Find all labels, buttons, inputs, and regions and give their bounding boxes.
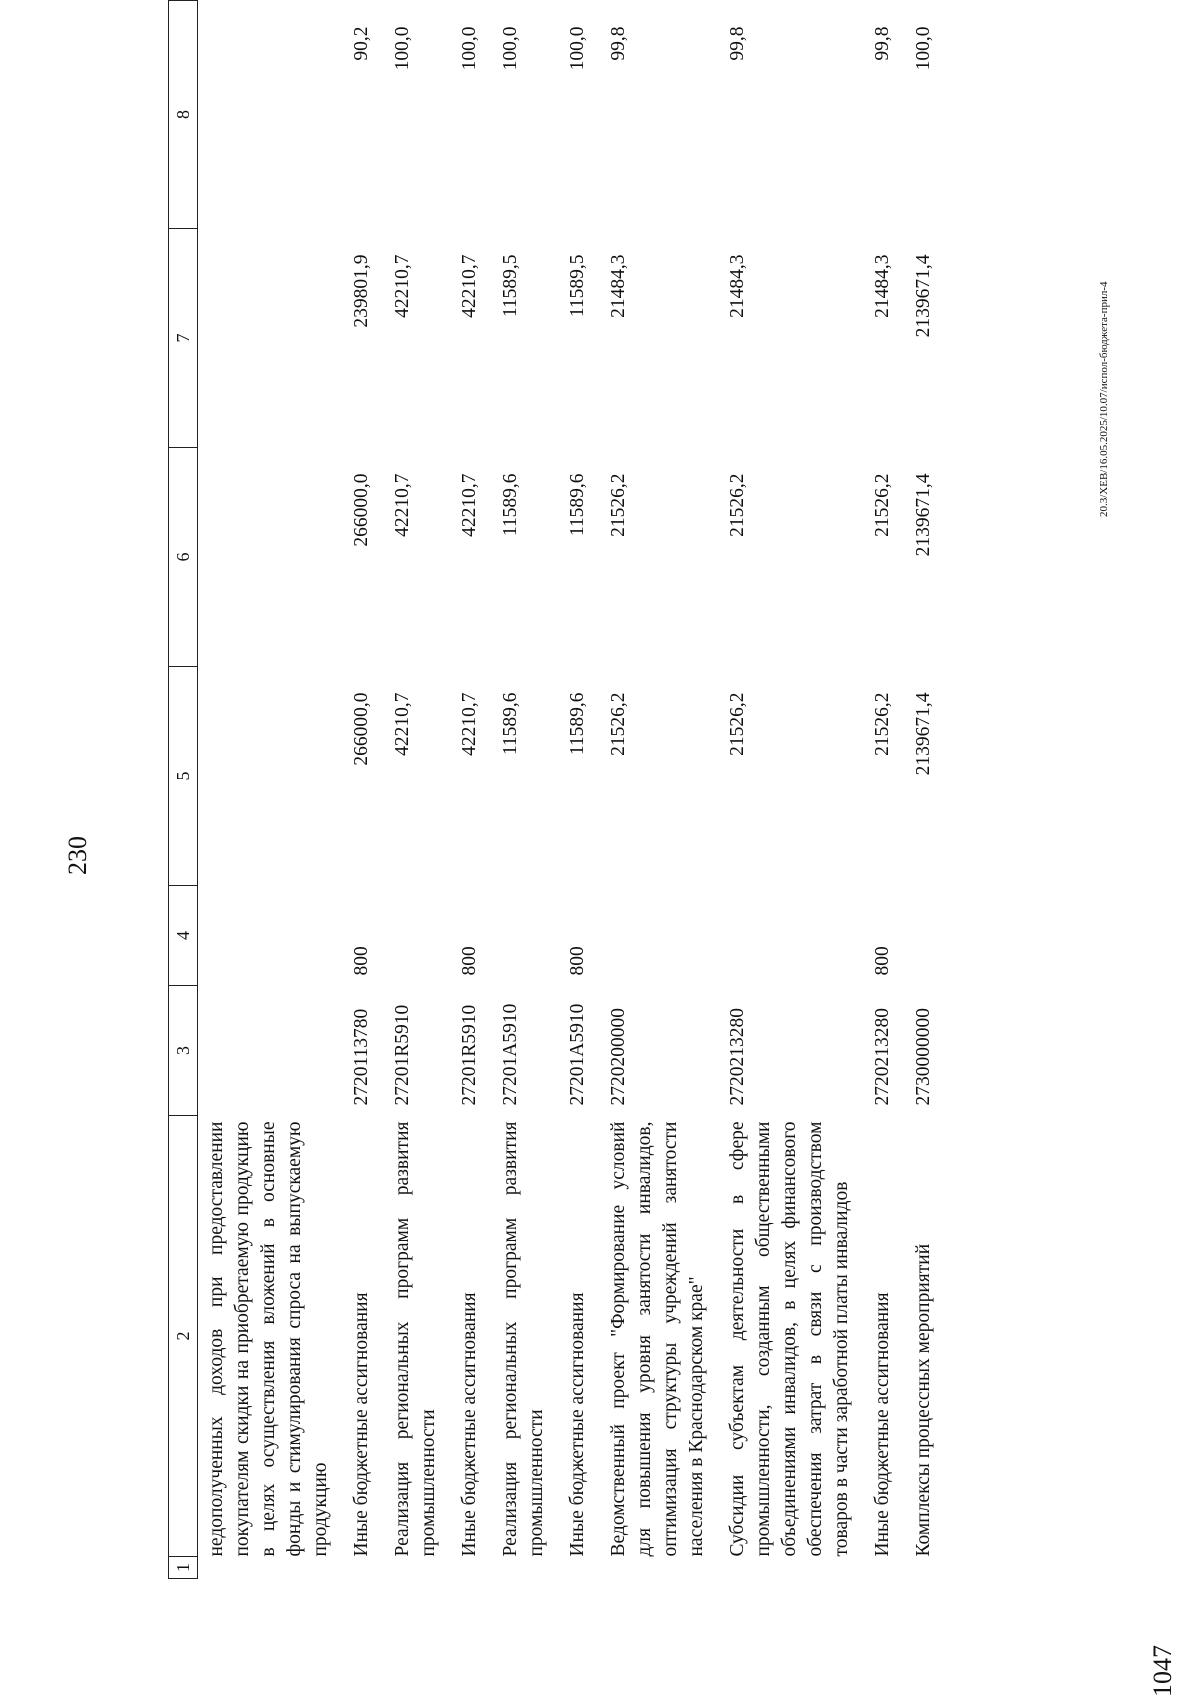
column-header: 8 <box>169 1 198 229</box>
value-col7: 42210,7 <box>392 254 413 318</box>
row-number <box>905 1557 946 1579</box>
value-col8 <box>198 1 344 229</box>
page-number: 230 <box>63 836 92 875</box>
column-header: 2 <box>169 1116 198 1557</box>
value-col5: 2139671,4 <box>913 692 934 776</box>
row-name: Комплексы процессных мероприятий <box>913 1243 934 1557</box>
row-number <box>343 1557 384 1579</box>
value-col7 <box>198 229 344 448</box>
value-col8: 99,8 <box>727 26 748 61</box>
value-col7: 21484,3 <box>727 254 748 318</box>
value-col6: 21526,2 <box>872 473 893 537</box>
footer-code: 20.3/ХЕВ/16.05.2025/10.07/испол-бюджета-прил-4 <box>1098 281 1110 517</box>
table-row <box>600 1 719 1579</box>
value-col5: 11589,6 <box>500 692 521 756</box>
value-col7: 11589,5 <box>567 254 588 318</box>
column-header: 6 <box>169 448 198 667</box>
row-number <box>559 1557 600 1579</box>
value-col5: 42210,7 <box>392 692 413 756</box>
value-col5: 42210,7 <box>459 692 480 756</box>
value-col5: 21526,2 <box>872 692 893 756</box>
column-header: 7 <box>169 229 198 448</box>
print-page-number: 1047 <box>1148 1645 1177 1697</box>
table-row <box>559 1 600 1579</box>
value-col7: 21484,3 <box>608 254 629 318</box>
value-col6: 11589,6 <box>567 473 588 537</box>
column-header: 1 <box>169 1557 198 1579</box>
column-header: 3 <box>169 986 198 1116</box>
row-name: Иные бюджетные ассигнования <box>459 1292 480 1557</box>
value-col5: 21526,2 <box>727 692 748 756</box>
value-col8: 100,0 <box>913 26 934 71</box>
expense-type <box>719 886 864 986</box>
row-number <box>864 1557 905 1579</box>
row-number <box>451 1557 492 1579</box>
row-name: Иные бюджетные ассигнования <box>351 1292 372 1557</box>
expense-type: 800 <box>459 946 480 976</box>
expense-type <box>905 886 946 986</box>
table-row <box>864 1 905 1579</box>
table-row <box>905 1 946 1579</box>
value-col6: 42210,7 <box>392 473 413 537</box>
value-col6: 266000,0 <box>351 473 372 547</box>
column-number-row <box>169 1 198 1579</box>
column-header: 5 <box>169 667 198 886</box>
expense-type <box>384 886 451 986</box>
value-col7: 11589,5 <box>500 254 521 318</box>
expense-type <box>198 886 344 986</box>
target-code: 27201A5910 <box>567 1003 588 1106</box>
target-code: 2720213280 <box>727 1008 748 1106</box>
value-col6 <box>198 448 344 667</box>
value-col5: 21526,2 <box>608 692 629 756</box>
row-name: Реализация региональных программ развития промышленности <box>392 1121 439 1557</box>
target-code: 27201R5910 <box>392 1004 413 1106</box>
value-col7: 2139671,4 <box>913 254 934 338</box>
table-row <box>451 1 492 1579</box>
value-col5 <box>198 667 344 886</box>
value-col5: 266000,0 <box>351 692 372 766</box>
value-col8: 99,8 <box>608 26 629 61</box>
value-col6: 42210,7 <box>459 473 480 537</box>
value-col5: 11589,6 <box>567 692 588 756</box>
expense-type <box>600 886 719 986</box>
target-code: 27201R5910 <box>459 1004 480 1106</box>
target-code <box>198 986 344 1116</box>
row-number <box>384 1557 451 1579</box>
row-number <box>719 1557 864 1579</box>
value-col6: 21526,2 <box>608 473 629 537</box>
row-number <box>600 1557 719 1579</box>
table-row <box>343 1 384 1579</box>
table-row <box>198 1 344 1579</box>
table-row <box>384 1 451 1579</box>
value-col8: 99,8 <box>872 26 893 61</box>
value-col6: 2139671,4 <box>913 473 934 557</box>
row-number <box>492 1557 559 1579</box>
row-name: Субсидии субъектам деятельности в сфере промышленности, созданным общественными объединениями инвалидов, в целях финансового обеспечения затрат в связи с производством товаров в части заработной платы инвалидов <box>727 1121 852 1557</box>
row-name: Реализация региональных программ развития промышленности <box>500 1121 547 1557</box>
target-code: 27201A5910 <box>500 1003 521 1106</box>
value-col8: 100,0 <box>500 26 521 71</box>
value-col7: 42210,7 <box>459 254 480 318</box>
target-code: 2720213280 <box>872 1008 893 1106</box>
value-col7: 21484,3 <box>872 254 893 318</box>
row-name: Иные бюджетные ассигнования <box>872 1292 893 1557</box>
value-col8: 100,0 <box>567 26 588 71</box>
target-code: 2730000000 <box>913 1008 934 1106</box>
table-row <box>719 1 864 1579</box>
value-col8: 100,0 <box>459 26 480 71</box>
value-col8: 90,2 <box>351 26 372 61</box>
expense-type: 800 <box>567 946 588 976</box>
value-col7: 239801,9 <box>351 254 372 328</box>
value-col6: 11589,6 <box>500 473 521 537</box>
row-name: Ведомственный проект "Формирование условий для повышения уровня занятости инвалидов, оптимизация структуры учреждений занятости населения в Краснодарском крае" <box>608 1121 707 1557</box>
expense-type: 800 <box>872 946 893 976</box>
value-col8: 100,0 <box>392 26 413 71</box>
table-row <box>492 1 559 1579</box>
row-name: Иные бюджетные ассигнования <box>567 1292 588 1557</box>
expense-type: 800 <box>351 946 372 976</box>
column-header: 4 <box>169 886 198 986</box>
expense-type <box>492 886 559 986</box>
budget-table <box>168 0 946 1579</box>
value-col6: 21526,2 <box>727 473 748 537</box>
target-code: 2720200000 <box>608 1008 629 1106</box>
row-number <box>198 1557 344 1579</box>
row-name: недополученных доходов при предоставлении покупателям скидки на приобретаемую продукцию в целях осуществления вложений в основные фонды и стимулирования спроса на выпускаемую продукцию <box>206 1121 331 1557</box>
target-code: 2720113780 <box>351 1008 372 1106</box>
